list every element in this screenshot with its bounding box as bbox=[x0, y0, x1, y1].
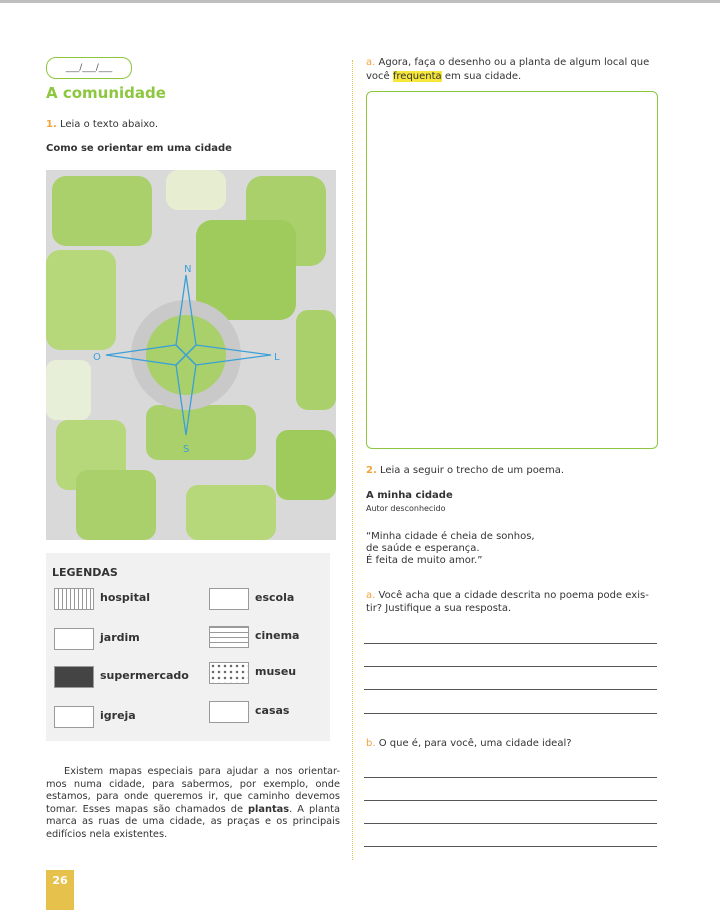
legend-title: LEGENDAS bbox=[52, 566, 118, 579]
keyword-plantas: plantas bbox=[248, 803, 290, 815]
cinema-icon bbox=[209, 626, 249, 648]
museum-icon bbox=[209, 662, 249, 684]
answer-line[interactable] bbox=[364, 713, 657, 714]
page-number: 26 bbox=[46, 870, 74, 910]
hospital-icon bbox=[54, 588, 94, 610]
answer-line[interactable] bbox=[364, 846, 657, 847]
poem-title: A minha cidade bbox=[366, 490, 453, 501]
garden-icon bbox=[54, 628, 94, 650]
answer-line[interactable] bbox=[364, 666, 657, 667]
map-block bbox=[46, 360, 91, 420]
question-2: 2. Leia a seguir o trecho de um poema. bbox=[366, 465, 565, 476]
map-block bbox=[146, 405, 256, 460]
map-block bbox=[186, 485, 276, 540]
map-block bbox=[276, 430, 336, 500]
top-border bbox=[0, 0, 720, 3]
map-block bbox=[166, 170, 226, 210]
compass-east-label: L bbox=[274, 352, 280, 363]
drawing-area[interactable] bbox=[366, 91, 658, 449]
map-block bbox=[52, 176, 152, 246]
supermarket-icon bbox=[54, 666, 94, 688]
map-block bbox=[46, 250, 116, 350]
church-icon bbox=[54, 706, 94, 728]
answer-line[interactable] bbox=[364, 689, 657, 690]
houses-icon bbox=[209, 701, 249, 723]
compass-west-label: O bbox=[93, 352, 101, 363]
question-a-draw: a. Agora, faça o desenho ou a planta de algum local que você frequenta em sua cidade. bbox=[366, 57, 650, 82]
date-field[interactable]: ___/___/___ bbox=[46, 57, 132, 79]
text-title: Como se orientar em uma cidade bbox=[46, 143, 232, 154]
compass-south-label: S bbox=[183, 444, 190, 455]
answer-line[interactable] bbox=[364, 643, 657, 644]
map-block bbox=[76, 470, 156, 540]
answer-line[interactable] bbox=[364, 800, 657, 801]
section-title: A comunidade bbox=[46, 84, 166, 102]
map-block bbox=[196, 220, 296, 320]
compass-north-label: N bbox=[184, 264, 192, 275]
answer-line[interactable] bbox=[364, 777, 657, 778]
question-1-number: 1. bbox=[46, 119, 57, 130]
school-icon bbox=[209, 588, 249, 610]
question-1-text: Leia o texto abaixo. bbox=[59, 119, 159, 130]
map-block bbox=[296, 310, 336, 410]
highlight-frequenta: frequenta bbox=[392, 71, 442, 82]
poem-author: Autor desconhecido bbox=[366, 504, 446, 513]
question-1 bbox=[46, 119, 158, 130]
city-map bbox=[46, 170, 336, 540]
question-2b: b. O que é, para você, uma cidade ideal? bbox=[366, 738, 572, 749]
column-divider bbox=[352, 60, 353, 860]
question-2a: a. Você acha que a cidade descrita no poema pode exis-tir? Justifique a sua resposta. bbox=[366, 590, 649, 614]
answer-line[interactable] bbox=[364, 823, 657, 824]
poem-verse: “Minha cidade é cheia de sonhos, de saúde e esperança. É feita de muito amor.” bbox=[366, 531, 535, 566]
explanatory-paragraph: Existem mapas especiais para ajudar a nos orientar-mos numa cidade, para sabermos, por exemplo, onde estamos, para onde queremos ir, que caminho devemos tomar. Esses mapas são chamados de plantas. A planta marca as ruas de uma cidade, as praças e os principais edifícios nela existentes. bbox=[46, 766, 340, 840]
